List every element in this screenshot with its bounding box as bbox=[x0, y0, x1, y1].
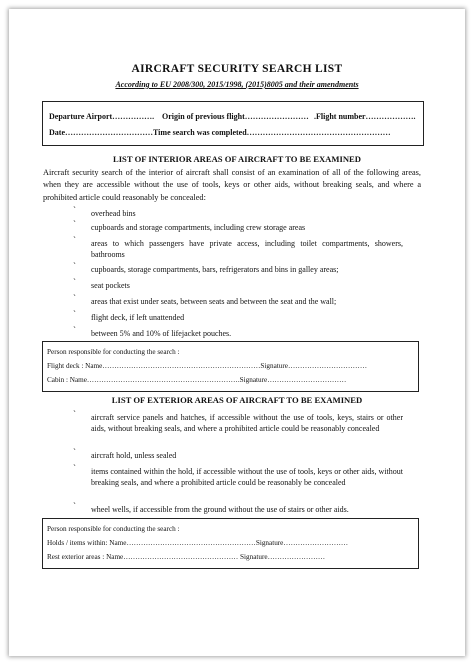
tick-icon: ` bbox=[73, 277, 76, 287]
tick-icon: ` bbox=[73, 261, 76, 271]
tick-icon: ` bbox=[73, 205, 76, 215]
tick-icon: ` bbox=[73, 501, 76, 511]
origin-flight-field[interactable]: Origin of previous flight…………………… bbox=[162, 112, 309, 121]
interior-intro: Aircraft security search of the interior of aircraft shall consist of an examination of all of the following areas, when they are accessible without the use of tools, keys or other aids, without breaking seals, and where a prohibited article could reasonably be concealed: bbox=[43, 168, 421, 202]
document-subtitle: According to EU 2008/300, 2015/1998, (2015)8005 and their amendments bbox=[115, 80, 359, 89]
cabin-name-signature-field[interactable]: Cabin : Name……………………………………………………….Signature…………………………… bbox=[47, 376, 347, 384]
flight-details-box bbox=[42, 101, 424, 146]
tick-icon: ` bbox=[73, 293, 76, 303]
tick-icon: ` bbox=[73, 447, 76, 457]
tick-icon: ` bbox=[73, 325, 76, 335]
flight-number-field[interactable]: .Flight number………………. bbox=[314, 112, 416, 121]
exterior-heading: LIST OF EXTERIOR AREAS OF AIRCRAFT TO BE EXAMINED bbox=[111, 395, 363, 405]
tick-icon: ` bbox=[73, 463, 76, 473]
exterior-responsible-box bbox=[42, 518, 419, 569]
departure-airport-field[interactable]: Departure Airport……………. bbox=[49, 112, 155, 121]
exterior-responsible-label: Person responsible for conducting the search : bbox=[47, 525, 180, 533]
flight-deck-name-signature-field[interactable]: Flight deck : Name…………………………………………………………Signature…………………………… bbox=[47, 362, 368, 370]
tick-icon: ` bbox=[73, 309, 76, 319]
tick-icon: ` bbox=[73, 409, 76, 419]
interior-responsible-box bbox=[42, 341, 419, 392]
tick-icon: ` bbox=[73, 235, 76, 245]
rest-exterior-name-signature-field[interactable]: Rest exterior areas : Name………………………………………… Signature…………………… bbox=[47, 553, 326, 561]
document-title: AIRCRAFT SECURITY SEARCH LIST bbox=[131, 63, 343, 75]
holds-name-signature-field[interactable]: Holds / items within: Name………………………………………………Signature……………………… bbox=[47, 539, 349, 547]
interior-responsible-label: Person responsible for conducting the search : bbox=[47, 348, 180, 356]
date-time-field[interactable]: Date……………………………Time search was completed……………………………………………… bbox=[49, 128, 391, 137]
interior-heading: LIST OF INTERIOR AREAS OF AIRCRAFT TO BE EXAMINED bbox=[112, 154, 361, 164]
tick-icon: ` bbox=[73, 219, 76, 229]
